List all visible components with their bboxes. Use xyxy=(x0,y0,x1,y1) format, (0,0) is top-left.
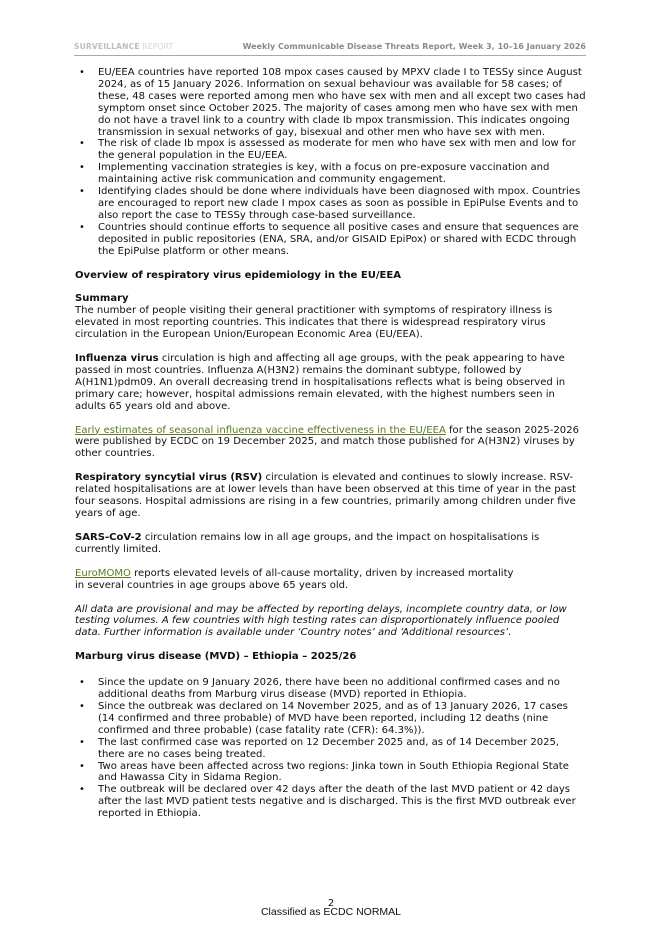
classification-label: Classified as ECDC NORMAL xyxy=(260,906,402,918)
rsv-label: Respiratory syncytial virus (RSV) xyxy=(75,472,263,484)
sars-cov-2-label: SARS-CoV-2 xyxy=(75,531,142,543)
marburg-section-heading: Marburg virus disease (MVD) – Ethiopia – 2025/26 xyxy=(75,651,357,663)
page-number: 2 xyxy=(327,898,335,909)
sars-cov-2-paragraph: SARS-CoV-2 circulation remains low in all age groups, and the impact on hospitalisations is currently limited. xyxy=(75,531,540,555)
report-title: Weekly Communicable Disease Threats Report, Week 3, 10–16 January 2026 xyxy=(242,42,586,51)
influenza-paragraph: Influenza virus circulation is high and affecting all age groups, with the peak appearing to have passed in most countries. Influenza A(H3N2) remains the dominant subtype, followed by A(H1N1)pdm09. An overall decreasing trend in hospitalisations reflects what is being observed in primary care; however, hospital admissions remain elevated, with the highest numbers seen in adults 65 years old and above. xyxy=(75,353,566,412)
list-item: • Countries should continue efforts to sequence all positive cases and ensure that sequences are deposited in public repositories (ENA, SRA, and/or GISAID EpiPox) or shared with ECDC through the EpiPulse platform or other means. xyxy=(75,222,587,258)
vaccine-effectiveness-link[interactable]: Early estimates of seasonal influenza vaccine effectiveness in the EU/EEA xyxy=(75,424,446,436)
euromomo-paragraph: EuroMOMO reports elevated levels of all-cause mortality, driven by increased mortality in several countries in age groups above 65 years old. xyxy=(75,567,514,591)
influenza-label: Influenza virus xyxy=(75,353,159,365)
list-item: • Since the update on 9 January 2026, there have been no additional confirmed cases and no additional deaths from Marburg virus disease (MVD) reported in Ethiopia. xyxy=(75,677,587,701)
list-item: • Implementing vaccination strategies is key, with a focus on pre-exposure vaccination and maintaining active risk communication and community engagement. xyxy=(75,162,587,186)
list-item: • The outbreak will be declared over 42 days after the death of the last MVD patient or 42 days after the last MVD patient tests negative and is discharged. This is the first MVD outbreak ever reported in Ethiopia. xyxy=(75,784,587,820)
list-item: • Two areas have been affected across two regions: Jinka town in South Ethiopia Regional State and Hawassa City in Sidama Region. xyxy=(75,761,587,785)
page-header xyxy=(74,42,586,54)
summary-heading: Summary xyxy=(75,293,129,305)
rsv-paragraph: Respiratory syncytial virus (RSV) circulation is elevated and continues to slowly increase. RSV-related hospitalisations are at lower levels than have been observed at this time of year in the past four seasons. Hospital admissions are rising in a few countries, primarily among children under five years of age. xyxy=(75,472,576,519)
respiratory-section-heading: Overview of respiratory virus epidemiology in the EU/EEA xyxy=(75,269,402,281)
euromomo-link[interactable]: EuroMOMO xyxy=(75,567,131,579)
header-divider xyxy=(74,55,586,56)
list-item: • The risk of clade Ib mpox is assessed as moderate for men who have sex with men and low for the general population in the EU/EEA. xyxy=(75,138,587,162)
main-content xyxy=(75,67,587,820)
list-item: • EU/EEA countries have reported 108 mpox cases caused by MPXV clade I to TESSy since August 2024, as of 15 January 2026. Information on sexual behaviour was available for 58 cases; of these, 48 cases were reported among men who have sex with men and all except two cases had symptom onset since October 2025. The majority of cases among men who have sex with men do not have a travel link to a country with clade Ib mpox transmission. This indicates ongoing transmission in sexual networks of gay, bisexual and other men who have sex with men. xyxy=(75,67,587,138)
mpox-bullet-list xyxy=(75,67,587,258)
list-item: • Identifying clades should be done where individuals have been diagnosed with mpox. Countries are encouraged to report new clade I mpox cases as soon as possible in EpiPulse Events and to also report the case to TESSy through case-based surveillance. xyxy=(75,186,587,222)
marburg-bullet-list xyxy=(75,677,587,820)
list-item: • The last confirmed case was reported on 12 December 2025 and, as of 14 December 2025, there are no cases being treated. xyxy=(75,737,587,761)
list-item: • Since the outbreak was declared on 14 November 2025, and as of 13 January 2026, 17 cases (14 confirmed and three probable) of MVD have been reported, including 12 deaths (nine confirmed and three probable) (case fatality rate (CFR): 64.3%)). xyxy=(75,701,587,737)
vaccine-effectiveness-paragraph: Early estimates of seasonal influenza vaccine effectiveness in the EU/EEA for the season 2025-2026 were published by ECDC on 19 December 2025, and match those published for A(H3N2) viruses by other countries. xyxy=(75,424,579,460)
report-type-label: SURVEILLANCE REPORT xyxy=(74,42,174,51)
data-disclaimer: All data are provisional and may be affected by reporting delays, incomplete country data, or low testing volumes. A few countries with high testing rates can disproportionately influence pooled data. Further information is available under ‘Country notes’ and ‘Additional resources’. xyxy=(75,603,567,639)
summary-paragraph: The number of people visiting their general practitioner with symptoms of respiratory illness is elevated in most reporting countries. This indicates that there is widespread respiratory virus circulation in the European Union/European Economic Area (EU/EEA). xyxy=(75,305,553,341)
